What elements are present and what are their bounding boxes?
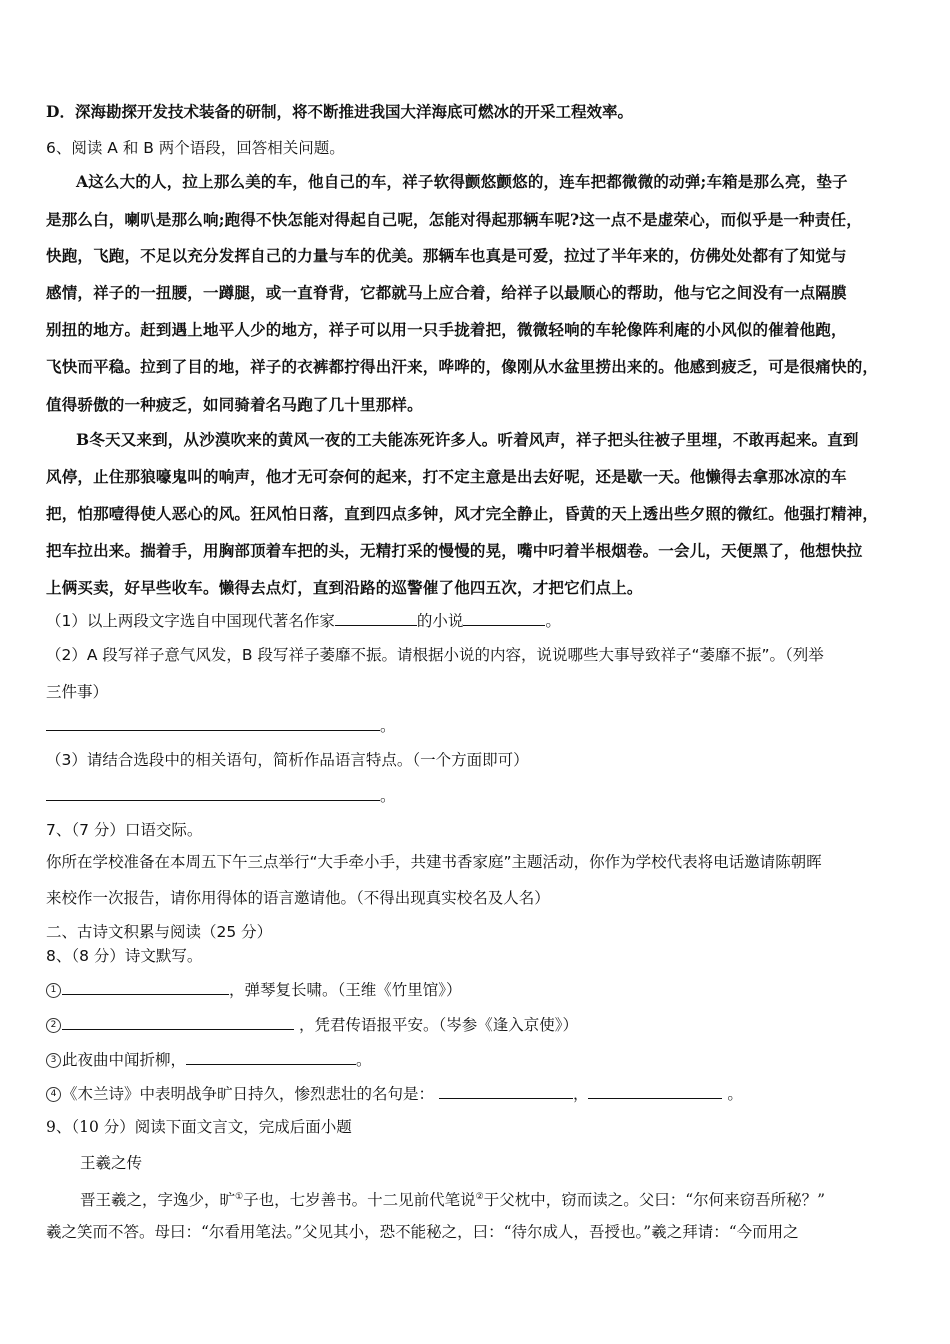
q9-title: 9、（10 分）阅读下面文言文，完成后面小题 xyxy=(46,1118,352,1136)
author-blank[interactable] xyxy=(335,610,417,626)
passage-b-line-3: 把车拉出来。揣着手，用胸部顶着车把的头，无精打采的慢慢的晃，嘴中叼着半根烟卷。一会儿，天便黑了，他想快拉 xyxy=(46,541,863,560)
q8-item-4-mid: ， xyxy=(572,1085,589,1103)
q7-line1: 你所在学校准备在本周五下午三点举行“大手牵小手，共建书香家庭”主题活动，你作为学校代表将电话邀请陈朝晖 xyxy=(46,853,822,871)
option-d-letter: D． xyxy=(46,102,75,121)
period: 。 xyxy=(380,787,396,805)
q8-item-3-end: 。 xyxy=(356,1051,372,1069)
passage-a-line-4: 别扭的地方。赶到遇上地平人少的地方，祥子可以用一只手拢着把，微微轻响的车轮像阵利庵的小风似的催着他跑， xyxy=(46,320,847,339)
passage-b-line-4: 上俩买卖，好早些收车。懒得去点灯，直到沿路的巡警催了他四五次，才把它们点上。 xyxy=(46,578,643,597)
q7-title: 7、（7 分）口语交际。 xyxy=(46,821,203,839)
q6-sub3-answer xyxy=(46,785,396,806)
q6-sub3: （3）请结合选段中的相关语句，简析作品语言特点。（一个方面即可） xyxy=(46,751,529,769)
q9-line1-a: 晋王羲之，字逸少，旷 xyxy=(80,1191,236,1210)
q6-sub1 xyxy=(46,610,561,631)
circled-number: 3 xyxy=(46,1053,61,1068)
footnote-2: ② xyxy=(475,1192,484,1202)
q6-sub1-middle: 的小说 xyxy=(416,612,464,630)
section-2-heading: 二、古诗文积累与阅读（25 分） xyxy=(46,923,273,941)
passage-b-line-1: 风停，止住那狼嚎鬼叫的响声，他才无可奈何的起来，打不定主意是出去好呢，还是歇一天。他懒得去拿那冰凉的车 xyxy=(46,467,847,486)
q8-blank-4a[interactable] xyxy=(439,1083,573,1099)
passage-b-line-0: B冬天又来到，从沙漠吹来的黄风一夜的工夫能冻死许多人。听着风声，祥子把头往被子里埋，不敢再起来。直到 xyxy=(76,430,859,449)
q8-item-2 xyxy=(46,1014,578,1035)
q9-line1-c: 于父枕中，窃而读之。父曰：“尔何来窃吾所秘？” xyxy=(483,1191,826,1210)
q8-blank-2[interactable] xyxy=(62,1014,294,1030)
q8-blank-1[interactable] xyxy=(62,979,229,995)
novel-blank[interactable] xyxy=(463,610,545,626)
q7-line2: 来校作一次报告，请你用得体的语言邀请他。（不得出现真实校名及人名） xyxy=(46,889,550,907)
passage-a-line-3: 感情，祥子的一扭腰，一蹲腿，或一直脊背，它都就马上应合着，给祥子以最顺心的帮助，他与它之间没有一点隔膜 xyxy=(46,283,847,302)
circled-number: 1 xyxy=(46,983,61,998)
q6-sub2-answer xyxy=(46,715,396,736)
q6-sub1-suffix: 。 xyxy=(545,612,561,630)
answer-blank-2[interactable] xyxy=(46,715,380,731)
q9-line2: 羲之笑而不答。母曰：“尔看用笔法。”父见其小，恐不能秘之，曰：“待尔成人，吾授也。”羲之拜请：“今而用之 xyxy=(46,1223,799,1241)
footnote-1: ① xyxy=(235,1192,244,1202)
passage-a-line-5: 飞快而平稳。拉到了目的地，祥子的衣裤都拧得出汗来，哗哗的，像刚从水盆里捞出来的。他感到疲乏，可是很痛快的， xyxy=(46,357,879,376)
q6-sub2-line1: （2）A 段写祥子意气风发，B 段写祥子萎靡不振。请根据小说的内容，说说哪些大事导致祥子“萎靡不振”。（列举 xyxy=(46,646,824,664)
passage-a-line-2: 快跑，飞跑，不足以充分发挥自己的力量与车的优美。那辆车也真是可爱，拉过了半年来的，仿佛处处都有了知觉与 xyxy=(46,246,847,265)
q8-item-3-text: 此夜曲中闻折柳， xyxy=(62,1051,187,1069)
passage-title: 王羲之传 xyxy=(80,1154,143,1172)
q8-item-4 xyxy=(46,1083,743,1104)
option-d xyxy=(46,102,633,122)
passage-a-line-6: 值得骄傲的一种疲乏，如同骑着名马跑了几十里那样。 xyxy=(46,395,423,414)
q8-title: 8、（8 分）诗文默写。 xyxy=(46,947,203,965)
circled-number: 4 xyxy=(46,1087,61,1102)
passage-b-line-2: 把，怕那噎得使人恶心的风。狂风怕日落，直到四点多钟，风才完全静止，昏黄的天上透出些夕照的微红。他强打精神， xyxy=(46,504,879,523)
passage-a-line-0: A这么大的人，拉上那么美的车，他自己的车，祥子软得颤悠颤悠的，连车把都微微的动弹;车箱是那么亮，垫子 xyxy=(76,172,848,191)
passage-a-line-1: 是那么白，喇叭是那么响;跑得不快怎能对得起自己呢，怎能对得起那辆车呢?这一点不是虚荣心，而似乎是一种责任， xyxy=(46,210,862,229)
q6-sub2-line2: 三件事） xyxy=(46,683,109,701)
q8-item-4-text: 《木兰诗》中表明战争旷日持久，惨烈悲壮的名句是： xyxy=(62,1085,435,1103)
period: 。 xyxy=(380,717,396,735)
answer-blank-3[interactable] xyxy=(46,785,380,801)
circled-number: 2 xyxy=(46,1018,61,1033)
q8-item-4-end: 。 xyxy=(727,1085,743,1103)
q8-blank-3[interactable] xyxy=(186,1049,356,1065)
q8-item-1 xyxy=(46,979,462,1000)
q8-item-3 xyxy=(46,1049,372,1070)
q6-sub1-prefix: （1）以上两段文字选自中国现代著名作家 xyxy=(46,612,335,630)
q8-blank-4b[interactable] xyxy=(588,1083,722,1099)
q8-item-2-text: ，凭君传语报平安。（岑参《逢入京使》） xyxy=(298,1016,578,1034)
q6-title: 6、阅读 A 和 B 两个语段，回答相关问题。 xyxy=(46,139,345,157)
option-d-text: 深海勘探开发技术装备的研制，将不断推进我国大洋海底可燃冰的开采工程效率。 xyxy=(74,103,633,121)
q9-line1-b: 子也，七岁善书。十二见前代笔说 xyxy=(243,1191,476,1210)
q8-item-1-text: ，弹琴复长啸。（王维《竹里馆》） xyxy=(229,981,462,999)
q9-line1 xyxy=(80,1187,825,1210)
